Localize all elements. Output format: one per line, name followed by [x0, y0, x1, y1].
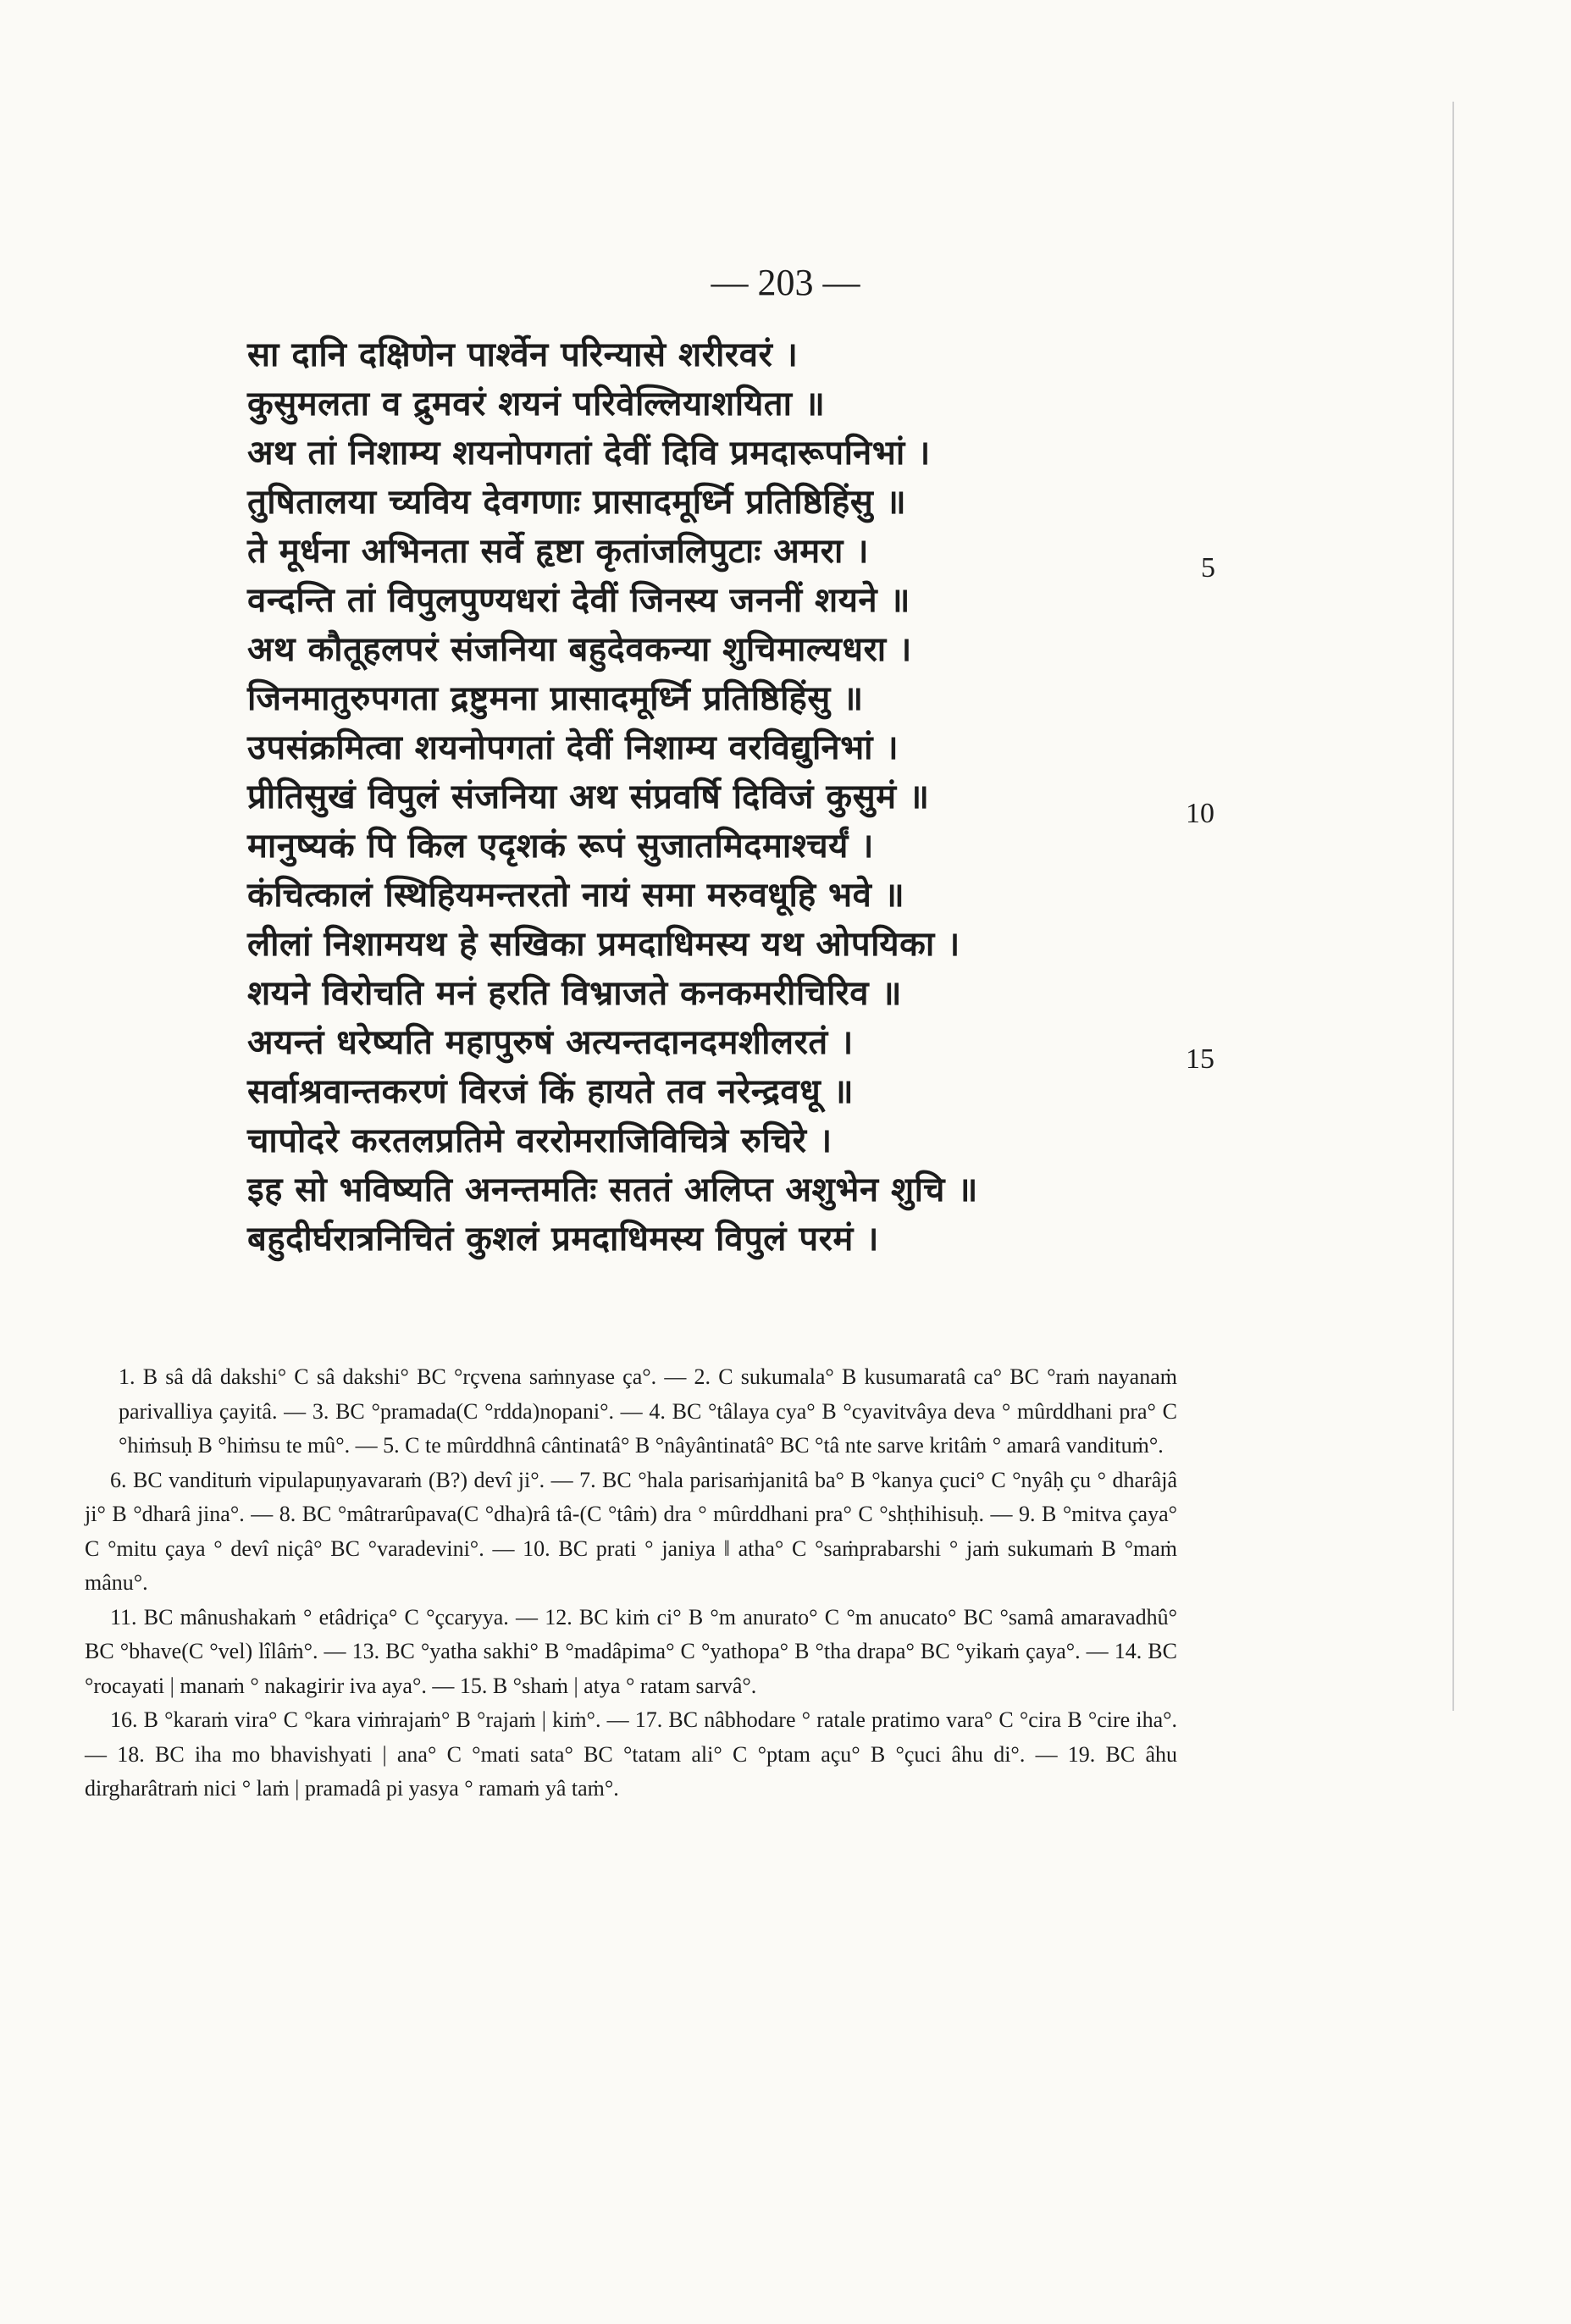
verse-line: जिनमातुरुपगता द्रष्टुमना प्रासादमूर्ध्नि प्रतिष्ठिहिंसु ॥ — [247, 678, 864, 718]
footnote-paragraph: 16. B °karaṁ vira° C °kara viṁrajaṁ° B °rajaṁ | kiṁ°. — 17. BC nâbhodare ° ratale pratimo vara° C °cira B °cire iha°. — 18. BC iha mo bhavishyati | ana° C °mati sata° BC °tatam ali° C °ptam açu° B °çuci âhu di°. — 19. BC âhu dirgharâtraṁ nici ° laṁ | pramadâ pi yasya ° ramaṁ yâ taṁ°. — [85, 1707, 1177, 1801]
verse-line: सर्वाश्रवान्तकरणं विरजं किं हायते तव नरेन्द्रवधू ॥ — [247, 1071, 855, 1111]
verse-line: सा दानि दक्षिणेन पार्श्वेन परिन्यासे शरीरवरं । — [247, 335, 799, 374]
verse-line: चापोदरे करतलप्रतिमे वररोमराजिविचित्रे रुचिरे । — [247, 1120, 833, 1160]
verse-line: प्रीतिसुखं विपुलं संजनिया अथ संप्रवर्षि दिविजं कुसुमं ॥ — [247, 777, 930, 816]
verse-line: कंचित्कालं स्थिहियमन्तरतो नायं समा मरुवधूहि भवे ॥ — [247, 875, 905, 915]
footnote-paragraph: 6. BC vandituṁ vipulapuṇyavaraṁ (B?) devî ji°. — 7. BC °hala parisaṁjanitâ ba° B °kanya çuci° C °nyâḥ çu ° dharâjâ ji° B °dharâ jina°. — 8. BC °mâtrarûpava(C °dha)râ tâ-(C °tâṁ) dra ° mûrddhani pra° C °shṭhihisuḥ. — 9. B °mitva çaya° C °mitu çaya ° devî niçâ° BC °varadevini°. — 10. BC prati ° janiya ‖ atha° C °saṁprabarshi ° jaṁ sukumaṁ B °maṁ mânu°. — [85, 1467, 1177, 1595]
verse-line: अयन्तं धरेष्यति महापुरुषं अत्यन्तदानदमशीलरतं । — [247, 1022, 854, 1062]
verse-line: कुसुमलता व द्रुमवरं शयनं परिवेल्लियाशयिता ॥ — [247, 384, 826, 423]
verse-line: लीलां निशामयथ हे सखिका प्रमदाधिमस्य यथ ओपयिका । — [247, 924, 960, 964]
line-number-5: 5 — [1201, 552, 1215, 584]
footnote-paragraph: 11. BC mânushakaṁ ° etâdriça° C °çcaryya. — 12. BC kiṁ ci° B °m anurato° C °m anucato° BC °samâ amaravadhû° BC °bhave(C °vel) lîlâṁ°. — 13. BC °yatha sakhi° B °madâpima° C °yathopa° B °tha drapa° BC °yikaṁ çaya°. — 14. BC °rocayati | manaṁ ° nakagirir iva aya°. — 15. B °shaṁ | atya ° ratam sarvâ°. — [85, 1604, 1177, 1698]
verse-line: इह सो भविष्यति अनन्तमतिः सततं अलिप्त अशुभेन शुचि ॥ — [247, 1170, 978, 1209]
line-number-10: 10 — [1186, 798, 1214, 829]
verse-line: वन्दन्ति तां विपुलपुण्यधरां देवीं जिनस्य जननीं शयने ॥ — [247, 580, 910, 620]
verse-line: शयने विरोचति मनं हरति विभ्राजते कनकमरीचिरिव ॥ — [247, 973, 902, 1013]
verse-line: ते मूर्धना अभिनता सर्वे हृष्टा कृतांजलिपुटाः अमरा । — [247, 531, 869, 571]
scan-edge-mark — [1452, 102, 1454, 1711]
verse-block — [247, 330, 1264, 1264]
page-number: — 203 — — [711, 262, 860, 303]
verse-line: मानुष्यकं पि किल एदृशकं रूपं सुजातमिदमाश्चर्यं । — [247, 826, 874, 866]
footnotes — [85, 1360, 1177, 1807]
verse-line: बहुदीर्घरात्रनिचितं कुशलं प्रमदाधिमस्य विपुलं परमं । — [247, 1219, 879, 1259]
verse-line: उपसंक्रमित्वा शयनोपगतां देवीं निशाम्य वरविद्युनिभां । — [247, 728, 899, 767]
verse-line: अथ तां निशाम्य शयनोपगतां देवीं दिवि प्रमदारूपनिभां । — [247, 433, 931, 473]
footnote-paragraph: 1. B sâ dâ dakshi° C sâ dakshi° BC °rçvena saṁnyase ça°. — 2. C sukumala° B kusumaratâ ca° BC °raṁ nayanaṁ parivalliya çayitâ. — 3. BC °pramada(C °rdda)nopani°. — 4. BC °tâlaya cya° B °cyavitvâya deva ° mûrddhani pra° C °hiṁsuḥ B °hiṁsu te mû°. — 5. C te mûrddhnâ cântinatâ° B °nâyântinatâ° BC °tâ nte sarve kritâṁ ° amarâ vandituṁ°. — [119, 1364, 1177, 1458]
verse-line: अथ कौतूहलपरं संजनिया बहुदेवकन्या शुचिमाल्यधरा । — [247, 629, 912, 669]
verse-line: तुषितालया च्यविय देवगणाः प्रासादमूर्ध्नि प्रतिष्ठिहिंसु ॥ — [247, 482, 907, 522]
line-number-15: 15 — [1186, 1043, 1214, 1075]
